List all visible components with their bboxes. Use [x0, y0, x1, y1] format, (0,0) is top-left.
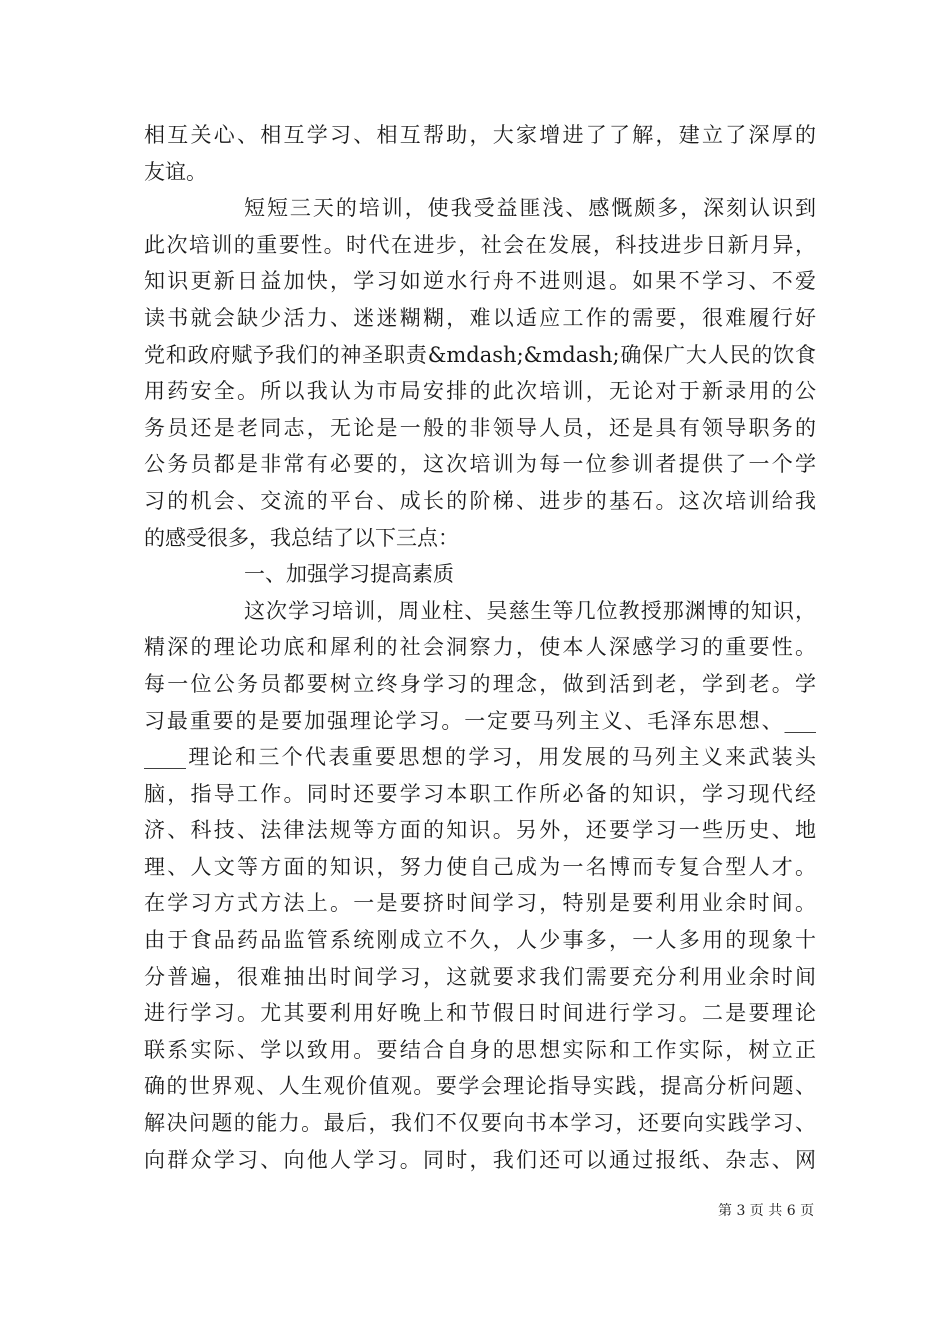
text-line: 解决问题的能力。最后，我们不仅要向书本学习，还要向实践学习、	[144, 1111, 816, 1136]
body-text	[144, 117, 816, 1178]
text-line: 党和政府赋予我们的神圣职责&mdash;&mdash;确保广大人民的饮食	[144, 342, 816, 367]
text-line: 习的机会、交流的平台、成长的阶梯、进步的基石。这次培训给我	[144, 488, 816, 513]
text-line: 短短三天的培训，使我受益匪浅、感慨颇多，深刻认识到	[244, 196, 816, 221]
text-line: 用药安全。所以我认为市局安排的此次培训，无论对于新录用的公	[144, 379, 816, 404]
text-line: 务员还是老同志，无论是一般的非领导人员，还是具有领导职务的	[144, 415, 816, 440]
text-line: 脑，指导工作。同时还要学习本职工作所必备的知识，学习现代经	[144, 781, 816, 806]
text-line: 此次培训的重要性。时代在进步，社会在发展，科技进步日新月异，	[144, 232, 816, 257]
text-line: 联系实际、学以致用。要结合自身的思想实际和工作实际，树立正	[144, 1037, 816, 1062]
text-line: 确的世界观、人生观价值观。要学会理论指导实践，提高分析问题、	[144, 1074, 816, 1099]
text-line: 在学习方式方法上。一是要挤时间学习，特别是要利用业余时间。	[144, 891, 816, 916]
page-number-footer: 第 3 页 共 6 页	[718, 1203, 815, 1219]
text-line: 公务员都是非常有必要的，这次培训为每一位参训者提供了一个学	[144, 452, 816, 477]
text-line: 每一位公务员都要树立终身学习的理念，做到活到老，学到老。学	[144, 671, 816, 696]
text-line: 进行学习。尤其要利用好晚上和节假日时间进行学习。二是要理论	[144, 1001, 816, 1026]
text-line: 友谊。	[144, 159, 207, 184]
text-line: 读书就会缺少活力、迷迷糊糊，难以适应工作的需要，很难履行好	[144, 305, 816, 330]
text-line: 济、科技、法律法规等方面的知识。另外，还要学习一些历史、地	[144, 818, 816, 843]
text-line: ____理论和三个代表重要思想的学习，用发展的马列主义来武装头	[144, 745, 816, 770]
text-line: 一、加强学习提高素质	[244, 562, 454, 587]
text-line: 精深的理论功底和犀利的社会洞察力，使本人深感学习的重要性。	[144, 635, 816, 660]
text-line: 知识更新日益加快，学习如逆水行舟不进则退。如果不学习、不爱	[144, 269, 816, 294]
text-line: 的感受很多，我总结了以下三点：	[144, 525, 459, 550]
text-line: 由于食品药品监管系统刚成立不久，人少事多，一人多用的现象十	[144, 928, 816, 953]
text-line: 分普遍，很难抽出时间学习，这就要求我们需要充分利用业余时间	[144, 964, 816, 989]
text-line: 习最重要的是要加强理论学习。一定要马列主义、毛泽东思想、___	[144, 708, 816, 733]
text-line: 相互关心、相互学习、相互帮助，大家增进了了解，建立了深厚的	[144, 123, 816, 147]
text-line: 向群众学习、向他人学习。同时，我们还可以通过报纸、杂志、网	[144, 1147, 816, 1172]
text-line: 理、人文等方面的知识，努力使自己成为一名博而专复合型人才。	[144, 854, 816, 879]
text-line: 这次学习培训，周业柱、吴慈生等几位教授那渊博的知识，	[244, 598, 816, 623]
